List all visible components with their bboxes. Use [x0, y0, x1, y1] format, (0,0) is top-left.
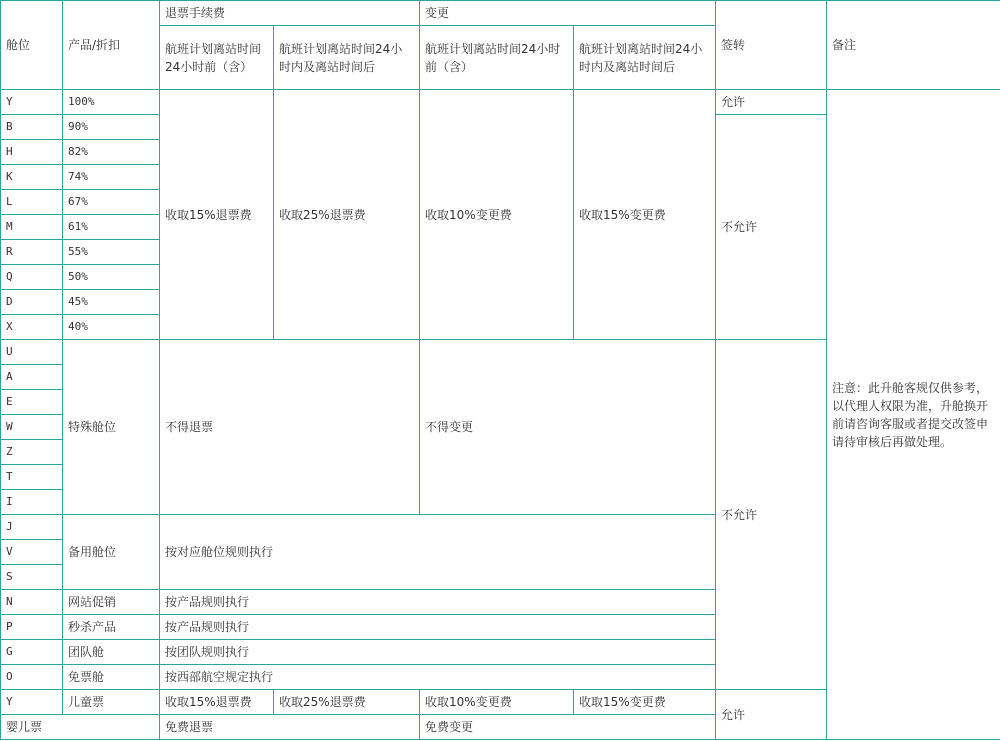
transfer-not-allowed-other: 不允许	[716, 340, 827, 690]
cabin-code: P	[1, 615, 63, 640]
cabin-code: E	[1, 390, 63, 415]
header-refund-within-24h: 航班计划离站时间24小时内及离站时间后	[274, 26, 420, 90]
header-change-within-24h: 航班计划离站时间24小时内及离站时间后	[574, 26, 716, 90]
child-change-after-fee: 收取15%变更费	[574, 690, 716, 715]
cabin-code: B	[1, 115, 63, 140]
cabin-code: Y	[1, 90, 63, 115]
child-refund-before-fee: 收取15%退票费	[160, 690, 274, 715]
standby-rule: 按对应舱位规则执行	[160, 515, 716, 590]
cabin-discount: 90%	[63, 115, 160, 140]
header-cabin: 舱位	[1, 1, 63, 90]
product-rule: 按产品规则执行	[160, 615, 716, 640]
infant-ticket-label: 婴儿票	[1, 715, 160, 740]
product-rule: 按团队规则执行	[160, 640, 716, 665]
cabin-code: X	[1, 315, 63, 340]
infant-refund-rule: 免费退票	[160, 715, 420, 740]
cabin-discount: 45%	[63, 290, 160, 315]
cabin-discount: 100%	[63, 90, 160, 115]
cabin-code: G	[1, 640, 63, 665]
child-ticket-label: 儿童票	[63, 690, 160, 715]
header-change: 变更	[420, 1, 716, 26]
product-name: 秒杀产品	[63, 615, 160, 640]
product-rule: 按西部航空规定执行	[160, 665, 716, 690]
special-change-rule: 不得变更	[420, 340, 716, 515]
cabin-code: K	[1, 165, 63, 190]
header-change-before-24h: 航班计划离站时间24小时前（含）	[420, 26, 574, 90]
standby-cabin-label: 备用舱位	[63, 515, 160, 590]
header-refund: 退票手续费	[160, 1, 420, 26]
product-rule: 按产品规则执行	[160, 590, 716, 615]
cabin-code: I	[1, 490, 63, 515]
cabin-discount: 67%	[63, 190, 160, 215]
transfer-allowed-child-infant: 允许	[716, 690, 827, 740]
cabin-discount: 40%	[63, 315, 160, 340]
transfer-not-allowed-standard: 不允许	[716, 115, 827, 340]
cabin-code: H	[1, 140, 63, 165]
transfer-allowed-y: 允许	[716, 90, 827, 115]
cabin-code: M	[1, 215, 63, 240]
cabin-discount: 55%	[63, 240, 160, 265]
header-remarks: 备注	[827, 1, 1000, 90]
cabin-discount: 82%	[63, 140, 160, 165]
standard-refund-after-fee: 收取25%退票费	[274, 90, 420, 340]
infant-change-rule: 免费变更	[420, 715, 716, 740]
special-cabin-label: 特殊舱位	[63, 340, 160, 515]
cabin-code: T	[1, 465, 63, 490]
child-change-before-fee: 收取10%变更费	[420, 690, 574, 715]
cabin-discount: 74%	[63, 165, 160, 190]
cabin-code: Y	[1, 690, 63, 715]
standard-change-before-fee: 收取10%变更费	[420, 90, 574, 340]
cabin-code: D	[1, 290, 63, 315]
cabin-code: U	[1, 340, 63, 365]
standard-refund-before-fee: 收取15%退票费	[160, 90, 274, 340]
cabin-code: V	[1, 540, 63, 565]
header-refund-before-24h: 航班计划离站时间24小时前（含）	[160, 26, 274, 90]
cabin-discount: 50%	[63, 265, 160, 290]
product-name: 团队舱	[63, 640, 160, 665]
cabin-code: A	[1, 365, 63, 390]
child-refund-after-fee: 收取25%退票费	[274, 690, 420, 715]
header-product: 产品/折扣	[63, 1, 160, 90]
special-refund-rule: 不得退票	[160, 340, 420, 515]
cabin-code: L	[1, 190, 63, 215]
remarks-note: 注意：此升舱客规仅供参考，以代理人权限为准，升舱换开前请咨询客服或者提交改签申请待审核后再做处理。	[827, 90, 1000, 740]
cabin-code: J	[1, 515, 63, 540]
standard-change-after-fee: 收取15%变更费	[574, 90, 716, 340]
header-transfer: 签转	[716, 1, 827, 90]
cabin-code: N	[1, 590, 63, 615]
cabin-discount: 61%	[63, 215, 160, 240]
cabin-code: O	[1, 665, 63, 690]
product-name: 网站促销	[63, 590, 160, 615]
cabin-code: W	[1, 415, 63, 440]
cabin-code: R	[1, 240, 63, 265]
product-name: 免票舱	[63, 665, 160, 690]
cabin-code: Z	[1, 440, 63, 465]
cabin-code: Q	[1, 265, 63, 290]
cabin-code: S	[1, 565, 63, 590]
